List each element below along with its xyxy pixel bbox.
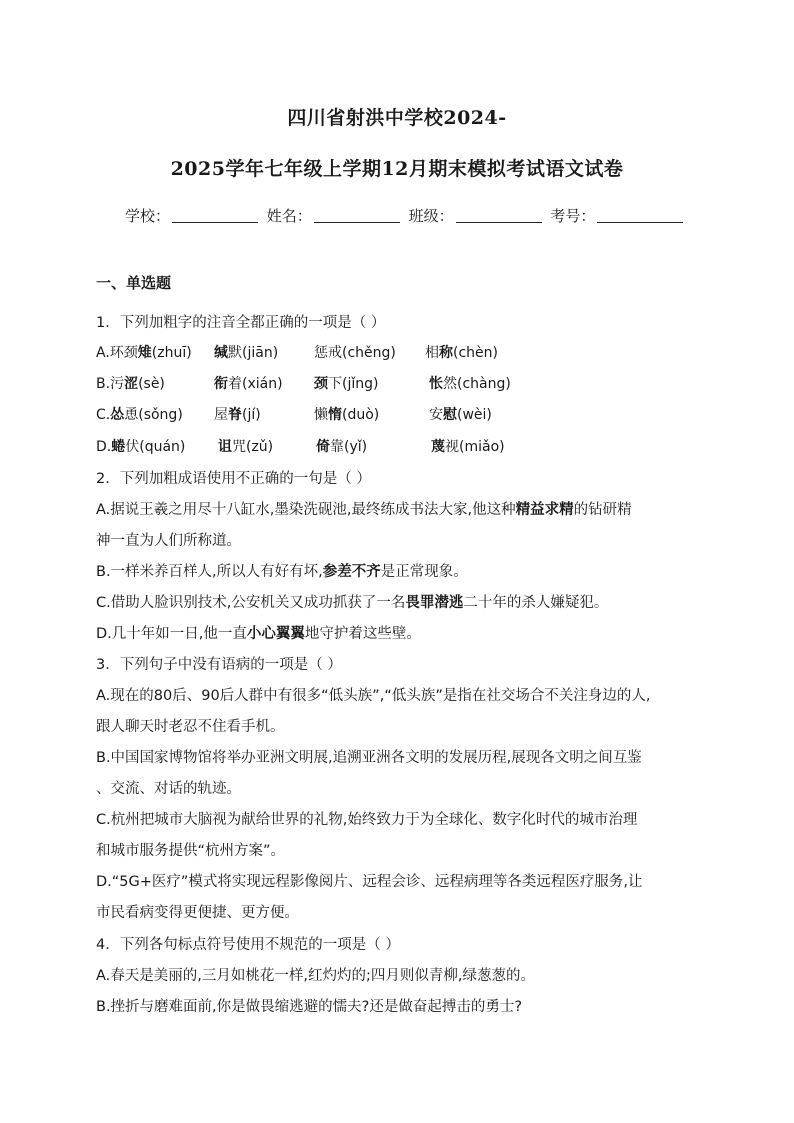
q1-option-c-item: C.怂恿(sǒng) (96, 407, 183, 423)
q4-option-a: A.春天是美丽的,三月如桃花一样,红灼灼的;四月则似青柳,绿葱葱的。 (96, 968, 535, 984)
q2-stem: 2．下列加粗成语使用不正确的一句是（ ） (96, 471, 371, 487)
q1-option-d-item: 诅咒(zǔ) (218, 439, 274, 455)
q3-option-b-cont: 、交流、对话的轨迹。 (96, 781, 241, 797)
q1-option-d-item: D.蜷伏(quán) (96, 439, 186, 455)
q3-option-d-cont: 市民看病变得更便捷、更方便。 (96, 905, 299, 921)
q3-option-a-cont: 跟人聊天时老忍不住看手机。 (96, 719, 285, 735)
q4-stem: 4．下列各句标点符号使用不规范的一项是（ ） (96, 937, 400, 953)
q1-option-a-item: A.环颈雉(zhuī) (96, 345, 192, 361)
class-label: 班级： (408, 207, 454, 225)
q2-option-d: D.几十年如一日,他一直小心翼翼地守护着这些壁。 (96, 626, 421, 642)
q3-option-a: A.现在的80后、90后人群中有很多“低头族”,“低头族”是指在社交场合不关注身边的人, (96, 688, 651, 704)
q1-option-d-item: 蔑视(miǎo) (431, 439, 505, 455)
exam-title-line2: 2025学年七年级上学期12月期末模拟考试语文试卷 (170, 158, 624, 180)
q2-option-a: A.据说王羲之用尽十八缸水,墨染洗砚池,最终练成书法大家,他这种精益求精的钻研精 (96, 502, 632, 518)
q2-option-b: B.一样米养百样人,所以人有好有坏,参差不齐是正常现象。 (96, 564, 468, 580)
q3-option-c: C.杭州把城市大脑视为献给世界的礼物,始终致力于为全球化、数字化时代的城市治理 (96, 812, 638, 828)
section-heading: 一、单选题 (96, 274, 172, 292)
q1-option-a-item: 缄默(jiān) (214, 345, 279, 361)
student-info-line (125, 205, 687, 226)
class-blank[interactable] (456, 208, 542, 223)
q1-option-c-item: 安慰(wèi) (429, 407, 492, 423)
exam-number-blank[interactable] (597, 208, 683, 223)
exam-title-line1: 四川省射洪中学校2024- (287, 107, 507, 129)
q3-option-d: D.“5G+医疗”模式将实现远程影像阅片、远程会诊、远程病理等各类远程医疗服务,让 (96, 874, 643, 890)
q1-option-c-item: 屋脊(jí) (214, 407, 261, 423)
school-label: 学校： (125, 207, 171, 225)
school-blank[interactable] (172, 208, 258, 223)
q1-stem: 1．下列加粗字的注音全都正确的一项是（ ） (96, 315, 386, 331)
name-label: 姓名： (266, 207, 312, 225)
q3-option-c-cont: 和城市服务提供“杭州方案”。 (96, 843, 286, 859)
q1-option-a-item: 相称(chèn) (425, 345, 498, 361)
q2-option-c: C.借助人脸识别技术,公安机关又成功抓获了一名畏罪潜逃二十年的杀人嫌疑犯。 (96, 595, 609, 611)
q3-option-b: B.中国国家博物馆将举办亚洲文明展,追溯亚洲各文明的发展历程,展现各文明之间互鉴 (96, 750, 642, 766)
q1-option-d-item: 倚靠(yǐ) (316, 439, 368, 455)
q1-option-b-item: 怅然(chàng) (429, 376, 511, 392)
q1-option-c-item: 懒惰(duò) (314, 407, 380, 423)
q2-option-a-cont: 神一直为人们所称道。 (96, 533, 241, 549)
q1-option-b-item: 衔着(xián) (214, 376, 283, 392)
q1-option-b-item: B.污涩(sè) (96, 376, 165, 392)
q3-stem: 3．下列句子中没有语病的一项是（ ） (96, 657, 342, 673)
q4-option-b: B.挫折与磨难面前,你是做畏缩逃避的懦夫?还是做奋起搏击的勇士? (96, 999, 523, 1015)
q1-option-a-item: 惩戒(chěng) (314, 345, 396, 361)
exam-number-label: 考号： (550, 207, 596, 225)
q1-option-b-item: 颈下(jǐng) (314, 376, 379, 392)
name-blank[interactable] (314, 208, 400, 223)
